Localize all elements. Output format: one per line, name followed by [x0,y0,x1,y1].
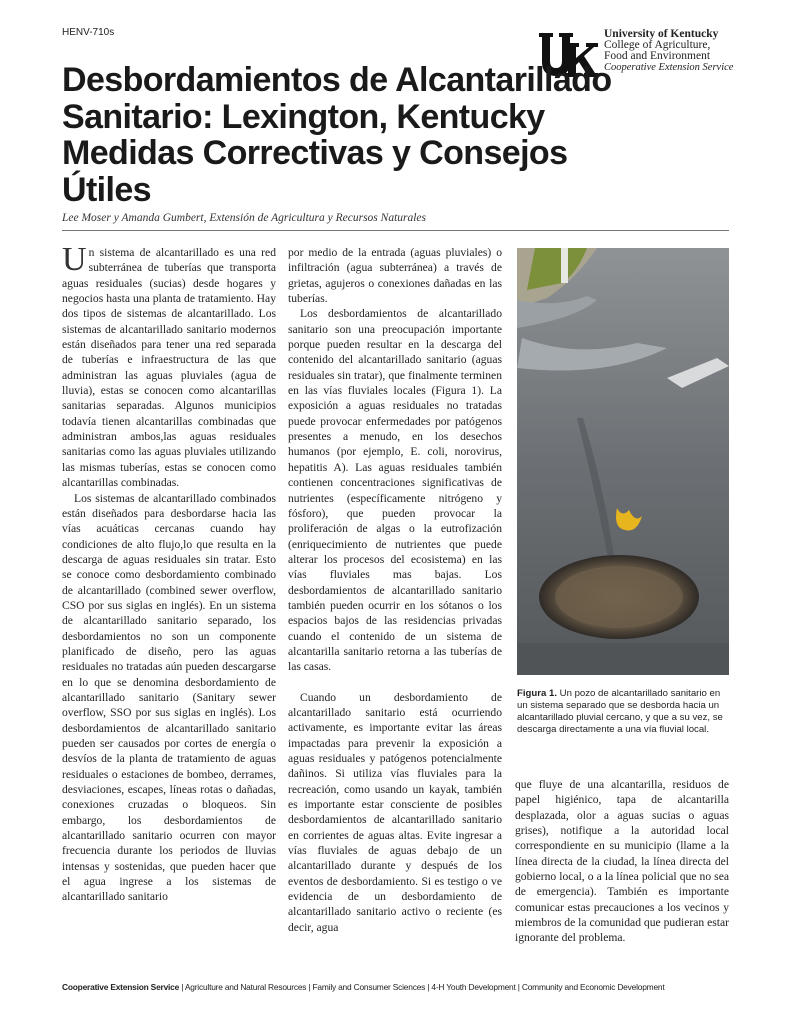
body-column-2 [288,245,502,935]
paragraph-2-continued: por medio de la entrada (aguas pluviales) o infiltración (agua subterránea) a través de grietas, agujeros o conexiones dañadas en las tuberías. [288,246,502,306]
body-column-1 [62,241,276,905]
title-divider [62,230,729,231]
paragraph-2: Los sistemas de alcantarillado combinados están diseñados para desbordarse hacia las vías acuáticas cercanas cuando hay condiciones de alto flujo,lo que resulta en la descarga de aguas residuales sin tratar. Esto se conoce como desbordamiento combinado de alcantarillado (combined sewer overflow, CSO por sus siglas en inglés). En un sistema de alcantarillado sanitario separado, los desbordamientos no son un componente planificado de diseño, pero las aguas residuales no tratadas aún pueden descargarse en lo que se denomina desbordamiento de alcantarillado sanitario (Sanitary sewer overflow, SSO por sus siglas en inglés). Los desbordamientos de alcantarillado sanitario pueden ser causados por cortes de energía o desvíos de la planta de tratamiento de aguas residuales o estaciones de bombeo, derrames, desviaciones, escapes, líneas rotas o dañadas, conexiones cruzadas o bloqueos. Sin embargo, los desbordamientos de alcantarillado sanitario ocurren con mayor frecuencia durante los periodos de lluvias intensas y sostenidas, que pueden hacer que el agua ingrese a los sistemas de alcantarillado sanitario [62,491,276,904]
college-name-line2: Food and Environment [604,50,711,62]
college-name-line1: College of Agriculture, [604,39,711,51]
footer-brand: Cooperative Extension Service [62,982,180,992]
paragraph-1-text: n sistema de alcantarillado es una red subterránea de tuberías que transporta aguas residuales (sucias) desde hogares y negocios hasta una planta de tratamiento. Hay dos tipos de sistemas de alcantarillado. Los sistemas de alcantarillado sanitario modernos están diseñados para tener una red separada de tuberías e infraestructura de las que administran las aguas pluviales (agua de lluvia), estas se conocen como alcantarillas sanitarias separadas. Algunos municipios todavía tienen alcantarillas combinadas que administran ambos,las aguas residuales sanitarias como las aguas pluviales utilizando las mismas tuberías, estas se conocen como alcantarillas combinadas. [62,246,276,490]
figure-1-caption [517,688,729,736]
footer-program-areas: | Agriculture and Natural Resources | Family and Consumer Sciences | 4-H Youth Development | Community and Economic Development [181,982,665,992]
figure-caption-text: Un pozo de alcantarillado sanitario en un sistema separado que se desborda hacia un alcantarillado pluvial cercano, y que a su vez, se descarga directamente a una vía fluvial local. [517,688,723,735]
body-column-3 [515,777,729,946]
document-title: Desbordamientos de Alcantarillado Sanitario: Lexington, Kentucky Medidas Correctivas y Consejos Útiles [62,61,612,209]
figure-1-photo [517,248,729,675]
extension-service-name: Cooperative Extension Service [604,62,734,73]
organization-block [604,29,733,73]
university-name: University of Kentucky [604,28,719,40]
paragraph-3: Los desbordamientos de alcantarillado sanitario son una preocupación importante porque pueden resultar en la descarga del contenido del alcantarillado sanitario (aguas residuales sin tratar), que finalmente terminen en las vías fluviales locales (Figura 1). La exposición a aguas residuales no tratadas puede provocar enfermedades por patógenos presentes a menudo, en los desechos humanos (por ejemplo, E. coli, norovirus, hepatitis A). Las aguas residuales también contienen concentraciones significativas de nutrientes (específicamente nitrógeno y fósforo), que pueden provocar la proliferación de algas o la eutrofización (enriquecimiento de nutrientes que puede alterar los procesos del ecosistema) en las vías fluviales mas bajas. Los desbordamientos de alcantarillado sanitario también pueden ocurrir en los sótanos o los espacios bajos de las residencias privadas cuando el contenido de un sistema de alcantarilla sanitario retorna a las tuberías de las casas. [288,307,502,674]
paragraph-1 [62,241,276,491]
byline: Lee Moser y Amanda Gumbert, Extensión de Agricultura y Recursos Naturales [62,212,427,224]
drop-cap: U [62,241,87,278]
paragraph-4-continued: que fluye de una alcantarilla, residuos de papel higiénico, tapa de alcantarilla desplazada, olor a aguas sucias o aguas grises), notifique a la autoridad local correspondiente en su municipio (llame a la línea directa de la ciudad, la línea directa del gobierno local, o a la línea policial que no sea de emergencia). También es importante comunicar estas precauciones a los vecinos y miembros de la comunidad que pudieran estar ignorante del problema. [515,778,729,945]
figure-label: Figura 1. [517,688,557,699]
page-footer [62,982,742,992]
publication-id: HENV-710s [62,27,115,38]
paragraph-4: Cuando un desbordamiento de alcantarillado sanitario está ocurriendo activamente, es importante evitar las áreas impactadas para prevenir la exposición a aguas residuales y patógenos potencialmente dañinos. Si utiliza vías fluviales para la recreación, como usando un kayak, también es importante estar consciente de posibles desbordamientos de alcantarillado sanitario en corrientes de aguas altas. Evite ingresar a vías fluviales de aguas debajo de un alcantarillado durante y después de los eventos de desbordamiento. Si es testigo o ve evidencia de un desbordamiento de alcantarillado sanitario activo o reciente (es decir, agua [288,690,502,934]
